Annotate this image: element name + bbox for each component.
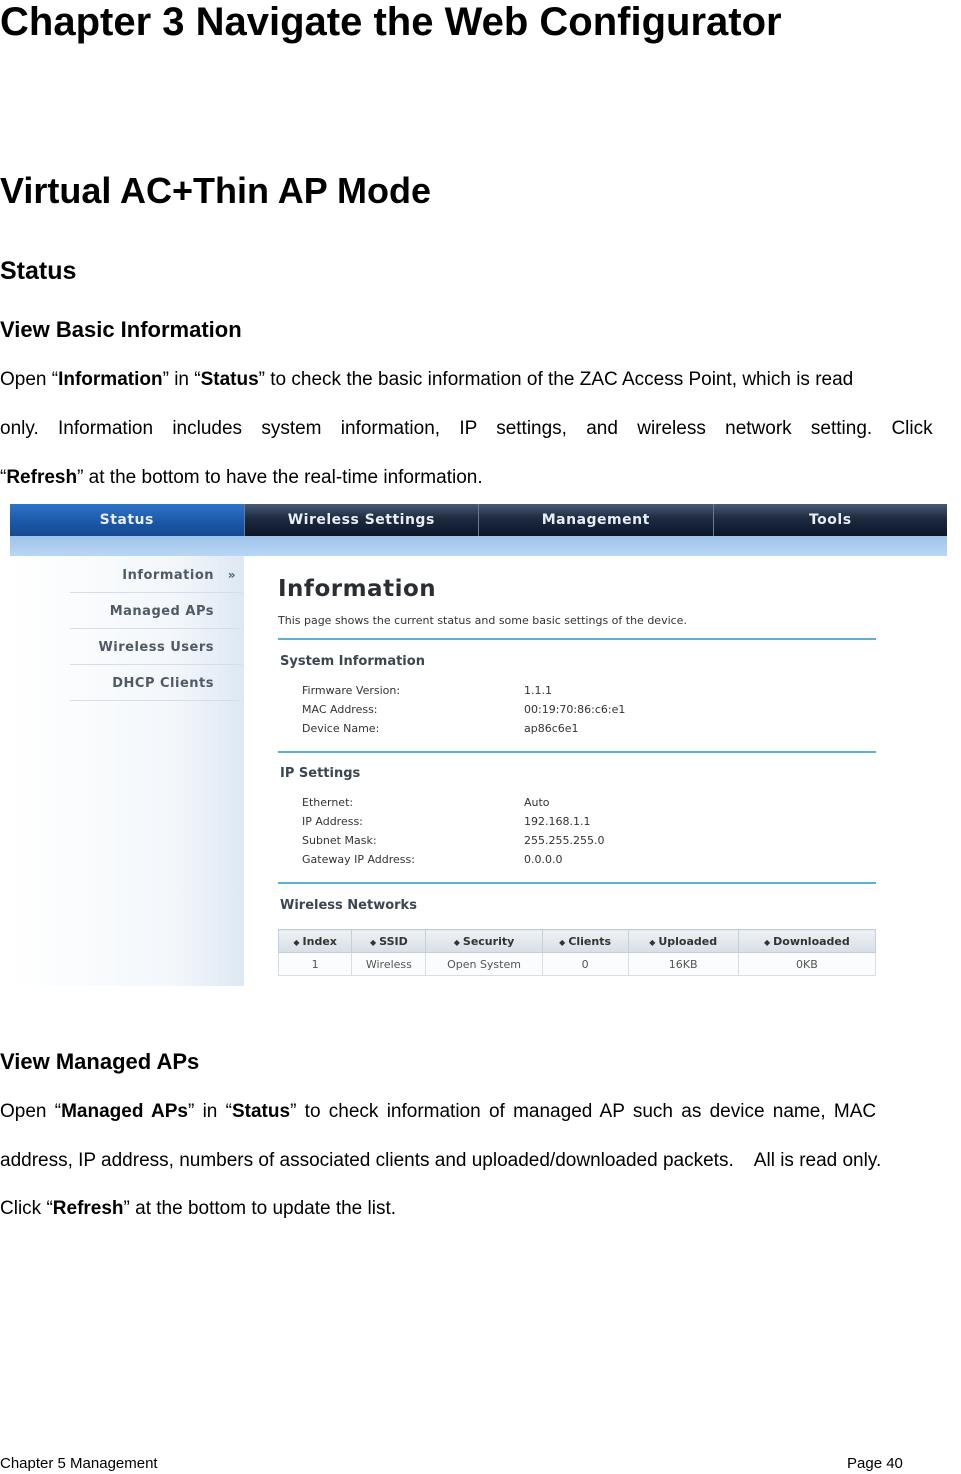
mode-heading: Virtual AC+Thin AP Mode (0, 170, 432, 211)
column-header-downloaded[interactable]: ◆ Downloaded (738, 930, 875, 953)
sidebar-item-wireless-users[interactable] (70, 631, 242, 665)
subnet-mask-label: Subnet Mask: (302, 834, 377, 847)
device-name-value: ap86c6e1 (524, 722, 579, 735)
nav-tab-management[interactable]: Management (479, 504, 714, 536)
column-header-index[interactable]: ◆ Index (279, 930, 352, 953)
sidebar-item-managed-aps[interactable] (70, 595, 242, 629)
managed-aps-line-3: Click “Refresh” at the bottom to update the list. (0, 1198, 397, 1219)
footer-chapter: Chapter 5 Management (0, 1455, 158, 1472)
managed-aps-line-1: Open “Managed APs” in “Status” to check information of managed AP such as device name, MAC (0, 1101, 877, 1122)
column-header-ssid[interactable]: ◆ SSID (352, 930, 426, 953)
device-name-label: Device Name: (302, 722, 380, 735)
nav-tab-tools[interactable]: Tools (808, 512, 852, 528)
divider (278, 638, 876, 640)
divider (278, 751, 876, 753)
managed-aps-heading: View Managed APs (0, 1049, 200, 1074)
sidebar-item-label: Managed APs (109, 604, 214, 619)
chapter-title: Chapter 3 Navigate the Web Configurator (0, 0, 782, 44)
cell-downloaded: 0KB (738, 953, 875, 976)
wireless-networks-table (278, 929, 876, 976)
cell-index: 1 (279, 953, 352, 976)
top-nav (10, 504, 947, 536)
sidebar-item-label: Wireless Users (98, 640, 214, 655)
table-header-row (279, 930, 876, 953)
table-row (279, 953, 876, 976)
mac-address-value: 00:19:70:86:c6:e1 (524, 703, 626, 716)
nav-tab-wireless-settings[interactable]: Wireless Settings (245, 504, 480, 536)
sidebar (10, 556, 244, 986)
firmware-version-label: Firmware Version: (302, 684, 401, 697)
basic-info-line-3: “Refresh” at the bottom to have the real-time information. (0, 467, 483, 488)
wireless-networks-title: Wireless Networks (280, 898, 417, 913)
managed-aps-line-2: address, IP address, numbers of associated clients and uploaded/downloaded packets. All is read only. (0, 1150, 882, 1171)
sort-icon: ◆ (293, 937, 300, 947)
footer-page-number: Page 40 (847, 1455, 903, 1472)
cell-ssid: Wireless (352, 953, 426, 976)
cell-security: Open System (426, 953, 542, 976)
ip-settings-title: IP Settings (280, 766, 361, 781)
chevron-right-icon: » (227, 568, 236, 582)
system-info-title: System Information (280, 654, 425, 669)
ip-address-label: IP Address: (302, 815, 363, 828)
cell-uploaded: 16KB (628, 953, 738, 976)
sidebar-item-label: Information (122, 568, 214, 583)
nav-tab-status[interactable]: Status (10, 504, 245, 536)
basic-info-line-1: Open “Information” in “Status” to check the basic information of the ZAC Access Point, which is read (0, 369, 854, 390)
ethernet-value: Auto (524, 796, 550, 809)
subnet-mask-value: 255.255.255.0 (524, 834, 605, 847)
sort-icon: ◆ (453, 937, 460, 947)
column-header-uploaded[interactable]: ◆ Uploaded (628, 930, 738, 953)
section-heading: Status (0, 257, 77, 285)
page-description: This page shows the current status and some basic settings of the device. (278, 614, 687, 627)
cell-clients: 0 (542, 953, 628, 976)
sub-nav-bar (10, 536, 947, 556)
page-title: Information (278, 576, 437, 602)
ethernet-label: Ethernet: (302, 796, 354, 809)
column-header-security[interactable]: ◆ Security (426, 930, 542, 953)
mac-address-label: MAC Address: (302, 703, 378, 716)
sort-icon: ◆ (763, 937, 771, 947)
sort-icon: ◆ (369, 937, 377, 947)
sidebar-item-label: DHCP Clients (112, 676, 214, 691)
firmware-version-value: 1.1.1 (524, 684, 552, 697)
column-header-clients[interactable]: ◆ Clients (542, 930, 628, 953)
gateway-ip-value: 0.0.0.0 (524, 853, 563, 866)
divider (278, 882, 876, 884)
gateway-ip-label: Gateway IP Address: (302, 853, 415, 866)
sidebar-item-dhcp-clients[interactable] (70, 667, 242, 701)
web-configurator-screenshot (10, 504, 947, 986)
ip-address-value: 192.168.1.1 (524, 815, 591, 828)
sort-icon: ◆ (559, 937, 566, 947)
sidebar-item-information[interactable] (70, 559, 242, 593)
sort-icon: ◆ (649, 937, 656, 947)
basic-info-heading: View Basic Information (0, 317, 242, 342)
basic-info-line-2: only. Information includes system information, IP settings, and wireless network setting. Click (0, 418, 933, 439)
